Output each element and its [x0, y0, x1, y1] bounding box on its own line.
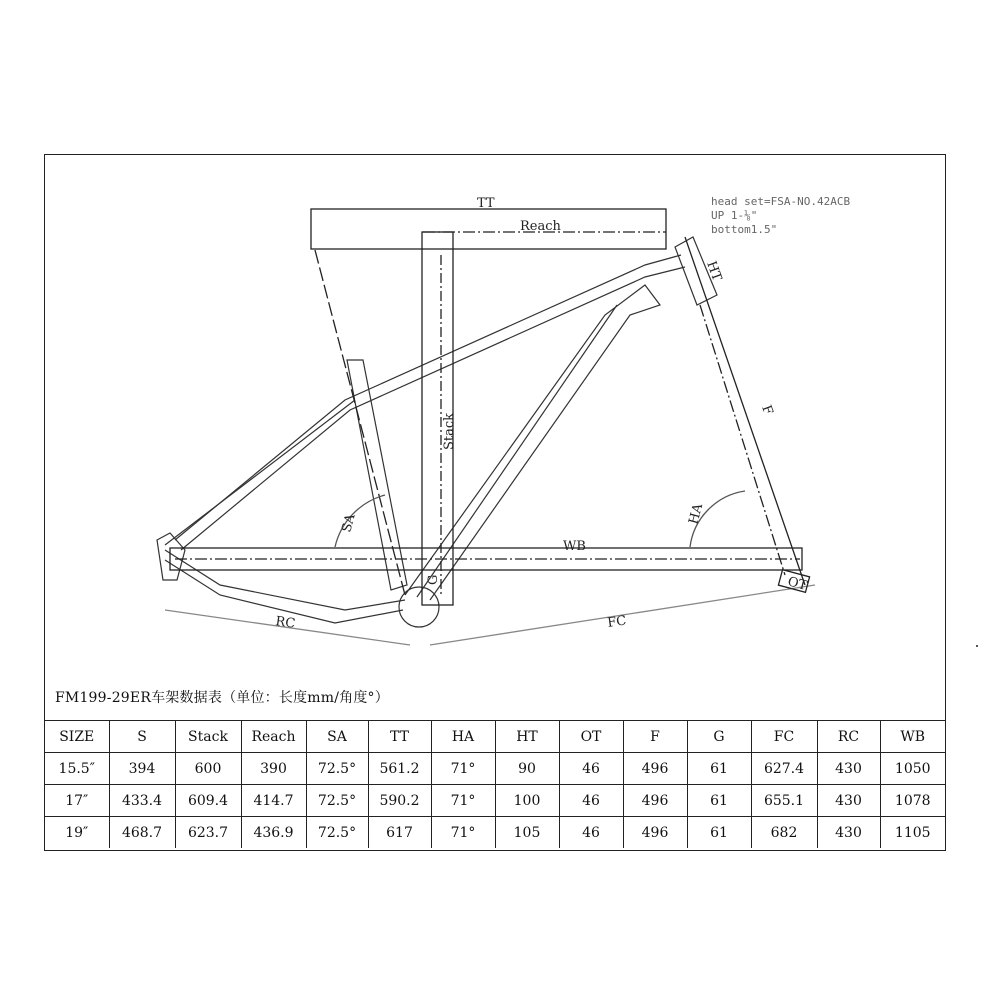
header-s: S — [109, 721, 175, 753]
table-cell: 100 — [495, 785, 559, 817]
top-tube — [175, 255, 681, 540]
table-cell: 46 — [559, 753, 623, 785]
stray-dot — [976, 645, 978, 647]
table-cell: 390 — [241, 753, 306, 785]
table-cell: 430 — [817, 753, 880, 785]
stack-label: Stack — [442, 412, 457, 450]
header-reach: Reach — [241, 721, 306, 753]
table-cell: 71° — [431, 817, 495, 849]
header-sa: SA — [306, 721, 368, 753]
fork-line — [685, 237, 805, 585]
table-cell: 627.4 — [751, 753, 817, 785]
dimension-labels — [274, 196, 808, 632]
table-cell: 496 — [623, 753, 687, 785]
table-cell: 600 — [175, 753, 241, 785]
up-note: UP 1-⅛" — [711, 209, 758, 222]
table-cell: 19″ — [45, 817, 109, 849]
geometry-table — [45, 720, 945, 848]
table-cell: 90 — [495, 753, 559, 785]
table-cell: 655.1 — [751, 785, 817, 817]
header-rc: RC — [817, 721, 880, 753]
table-cell: 609.4 — [175, 785, 241, 817]
table-cell: 414.7 — [241, 785, 306, 817]
table-cell: 590.2 — [368, 785, 431, 817]
frame-geometry-drawing — [45, 155, 945, 680]
table-cell: 61 — [687, 753, 751, 785]
header-wb: WB — [880, 721, 945, 753]
table-cell: 1078 — [880, 785, 945, 817]
table-cell: 72.5° — [306, 785, 368, 817]
tt-box — [311, 209, 666, 249]
reach-label: Reach — [520, 219, 561, 234]
ot-label: OT — [785, 574, 809, 594]
table-cell: 430 — [817, 785, 880, 817]
tt-label: TT — [477, 196, 495, 211]
table-cell: 430 — [817, 817, 880, 849]
table-cell: 436.9 — [241, 817, 306, 849]
sa-extension — [315, 250, 405, 595]
table-cell: 72.5° — [306, 753, 368, 785]
table-cell: 623.7 — [175, 817, 241, 849]
table-cell: 15.5″ — [45, 753, 109, 785]
ht-label: HT — [703, 259, 725, 284]
table-caption: FM199-29ER车架数据表（单位：长度mm/角度°） — [55, 690, 389, 706]
header-stack: Stack — [175, 721, 241, 753]
header-size: SIZE — [45, 721, 109, 753]
header-ot: OT — [559, 721, 623, 753]
table-cell: 72.5° — [306, 817, 368, 849]
table-cell: 496 — [623, 817, 687, 849]
table-cell: 61 — [687, 817, 751, 849]
table-cell: 105 — [495, 817, 559, 849]
table-header-row — [45, 721, 945, 753]
fork-line-2 — [700, 305, 785, 575]
bottom-note: bottom1.5" — [711, 223, 778, 236]
seat-stay — [165, 400, 355, 545]
header-tt: TT — [368, 721, 431, 753]
table-cell: 617 — [368, 817, 431, 849]
table-cell: 1050 — [880, 753, 945, 785]
table-cell: 1105 — [880, 817, 945, 849]
bike-frame — [157, 237, 717, 627]
wb-label: WB — [563, 539, 586, 554]
table-row — [45, 753, 945, 785]
header-g: G — [687, 721, 751, 753]
table-cell: 682 — [751, 817, 817, 849]
g-label: G — [426, 574, 441, 585]
geometry-sheet — [44, 154, 946, 851]
table-cell: 61 — [687, 785, 751, 817]
header-ht: HT — [495, 721, 559, 753]
sa-label: SA — [339, 512, 359, 535]
table-cell: 468.7 — [109, 817, 175, 849]
table-cell: 71° — [431, 785, 495, 817]
table-row — [45, 817, 945, 849]
fc-label: FC — [606, 613, 628, 631]
table-cell: 46 — [559, 785, 623, 817]
table-row — [45, 785, 945, 817]
headset-notes — [711, 195, 850, 236]
header-f: F — [623, 721, 687, 753]
table-cell: 433.4 — [109, 785, 175, 817]
f-label: F — [758, 403, 776, 417]
ha-label: HA — [686, 502, 707, 527]
head-set-note: head set=FSA-NO.42ACB — [711, 195, 851, 208]
rc-label: RC — [274, 614, 297, 632]
top-tube-lower-edge — [181, 267, 685, 550]
header-fc: FC — [751, 721, 817, 753]
down-tube-center — [417, 305, 617, 597]
table-cell: 17″ — [45, 785, 109, 817]
table-cell: 394 — [109, 753, 175, 785]
table-cell: 71° — [431, 753, 495, 785]
table-cell: 561.2 — [368, 753, 431, 785]
table-cell: 496 — [623, 785, 687, 817]
table-cell: 46 — [559, 817, 623, 849]
header-ha: HA — [431, 721, 495, 753]
